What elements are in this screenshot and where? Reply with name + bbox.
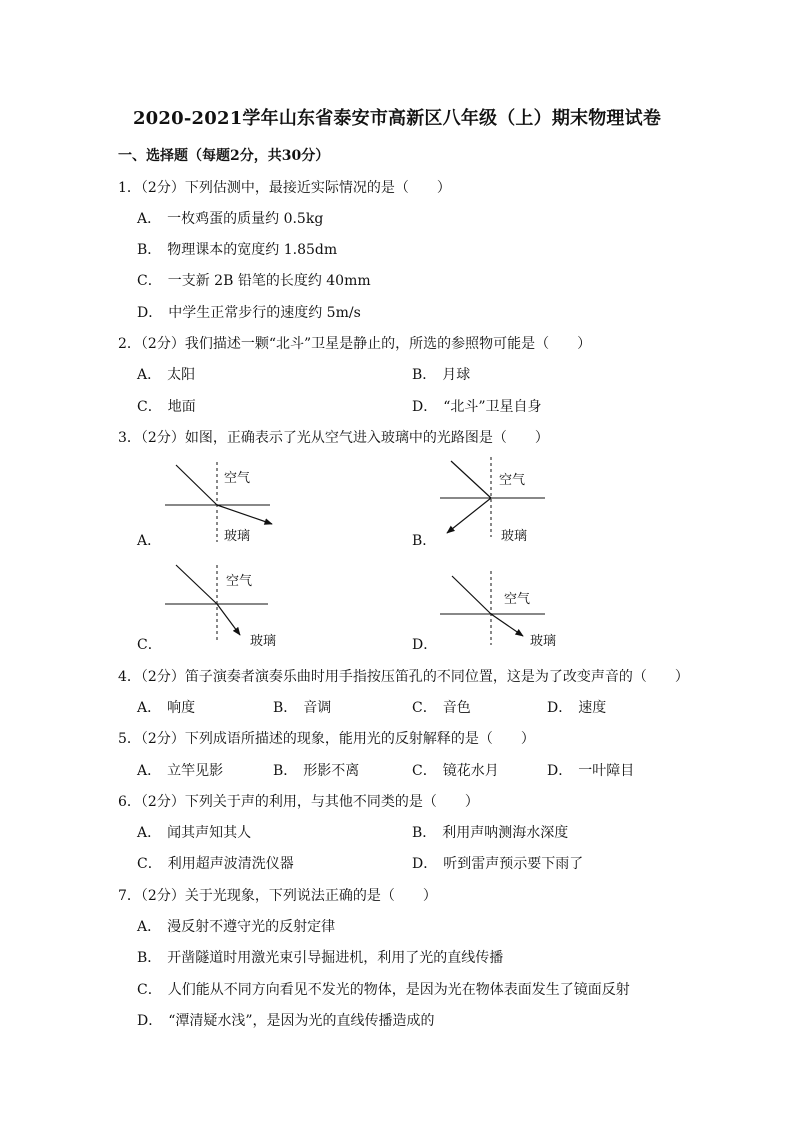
question-number: 1． [118, 180, 141, 196]
q6-option-b [412, 822, 568, 842]
question-number: 7． [118, 888, 141, 904]
question-stem: （2分）我们描述一颗“北斗”卫星是静止的，所选的参照物可能是（ ） [140, 336, 592, 352]
option-text: 一叶障目 [578, 763, 635, 779]
question-6 [118, 791, 479, 811]
option-label: D． [547, 700, 573, 716]
option-label: C． [137, 982, 162, 998]
q5-option-a [137, 760, 223, 780]
option-label: B． [273, 763, 298, 779]
glass-label: 玻璃 [250, 634, 277, 649]
q7-option-b [137, 947, 503, 967]
q5-option-c [412, 760, 499, 780]
option-label: A． [137, 367, 162, 383]
question-number: 4． [118, 669, 141, 685]
question-2 [118, 333, 591, 353]
option-label: B． [137, 242, 162, 258]
option-text: 利用声呐测海水深度 [442, 825, 569, 841]
q6-option-c [137, 853, 294, 873]
question-number: 5． [118, 731, 141, 747]
option-text: “潭清疑水浅”，是因为光的直线传播造成的 [168, 1013, 435, 1029]
question-stem: （2分）下列关于声的利用，与其他不同类的是（ ） [140, 794, 479, 810]
option-label: D． [412, 856, 438, 872]
option-text: 开凿隧道时用激光束引导掘进机，利用了光的直线传播 [167, 950, 504, 966]
question-3 [118, 427, 549, 447]
option-text: “北斗”卫星自身 [443, 399, 542, 415]
question-number: 6． [118, 794, 141, 810]
option-text: 利用超声波清洗仪器 [167, 856, 294, 872]
option-label: A． [137, 700, 162, 716]
option-text: 镜花水月 [442, 763, 499, 779]
air-label: 空气 [224, 471, 251, 486]
question-7 [118, 885, 437, 905]
question-stem: （2分）关于光现象，下列说法正确的是（ ） [140, 888, 437, 904]
question-stem: （2分）下列成语所描述的现象，能用光的反射解释的是（ ） [140, 731, 535, 747]
air-label: 空气 [226, 574, 253, 589]
incident-ray [452, 576, 491, 614]
incident-ray [176, 465, 217, 505]
refracted-ray [217, 604, 240, 635]
q1-option-a [137, 208, 323, 228]
option-text: 闻其声知其人 [167, 825, 252, 841]
option-label: B． [412, 367, 437, 383]
light-path-diagram-c [160, 563, 290, 653]
q6-option-d [412, 853, 583, 873]
q2-option-b [412, 364, 470, 384]
glass-label: 玻璃 [224, 529, 251, 544]
question-4 [118, 666, 689, 686]
q1-option-c [137, 270, 371, 290]
q4-option-c [412, 697, 471, 717]
light-path-diagram-b [435, 455, 555, 545]
option-text: 形影不离 [303, 763, 360, 779]
incident-ray [176, 565, 217, 604]
option-text: 月球 [442, 367, 471, 383]
option-text: 立竿见影 [167, 763, 224, 779]
q5-option-b [273, 760, 359, 780]
q4-option-a [137, 697, 195, 717]
option-label: D． [412, 637, 438, 653]
q2-option-a [137, 364, 195, 384]
q2-option-c [137, 396, 196, 416]
option-text: 物理课本的宽度约 1.85dm [167, 242, 338, 258]
option-label: C． [137, 637, 162, 653]
question-number: 3． [118, 430, 141, 446]
option-label: A． [137, 919, 162, 935]
q4-option-b [273, 697, 331, 717]
option-text: 人们能从不同方向看见不发光的物体，是因为光在物体表面发生了镜面反射 [167, 982, 630, 998]
option-text: 一支新 2B 铅笔的长度约 40mm [167, 273, 371, 289]
glass-label: 玻璃 [530, 634, 557, 649]
page-title: 2020-2021学年山东省泰安市高新区八年级（上）期末物理试卷 [132, 108, 662, 129]
q7-option-a [137, 916, 335, 936]
option-label: A． [137, 211, 162, 227]
option-text: 音色 [442, 700, 471, 716]
option-label: A． [137, 763, 162, 779]
option-label: D． [137, 305, 163, 321]
q6-option-a [137, 822, 251, 842]
light-path-diagram-d [435, 569, 575, 659]
option-text: 中学生正常步行的速度约 5m/s [168, 305, 361, 321]
q7-option-d [137, 1010, 435, 1030]
incident-ray [451, 461, 491, 498]
q1-option-d [137, 302, 361, 322]
question-number: 2． [118, 336, 141, 352]
q2-option-d [412, 396, 542, 416]
option-label: B． [412, 825, 437, 841]
option-text: 一枚鸡蛋的质量约 0.5kg [167, 211, 324, 227]
option-text: 太阳 [167, 367, 196, 383]
option-label: A． [137, 533, 162, 549]
option-text: 听到雷声预示要下雨了 [443, 856, 584, 872]
q4-option-d [547, 697, 606, 717]
question-stem: （2分）笛子演奏者演奏乐曲时用手指按压笛孔的不同位置，这是为了改变声音的（ ） [140, 669, 689, 685]
option-label: D． [547, 763, 573, 779]
air-label: 空气 [499, 473, 526, 488]
refracted-ray [491, 614, 523, 636]
q7-option-c [137, 979, 630, 999]
question-5 [118, 728, 535, 748]
option-label: C． [137, 399, 162, 415]
option-label: B． [273, 700, 298, 716]
option-label: B． [412, 533, 437, 549]
light-path-diagram-a [160, 460, 280, 550]
q1-option-b [137, 239, 337, 259]
option-text: 速度 [578, 700, 607, 716]
option-label: C． [137, 856, 162, 872]
refracted-ray [217, 505, 272, 524]
option-label: C． [137, 273, 162, 289]
section-heading: 一、选择题（每题2分，共30分） [118, 148, 330, 164]
option-label: D． [137, 1013, 163, 1029]
option-label: B． [137, 950, 162, 966]
option-text: 音调 [303, 700, 332, 716]
option-text: 响度 [167, 700, 196, 716]
option-label: C． [412, 763, 437, 779]
option-text: 地面 [167, 399, 196, 415]
option-label: D． [412, 399, 438, 415]
question-1 [118, 177, 451, 197]
question-stem: （2分）如图，正确表示了光从空气进入玻璃中的光路图是（ ） [140, 430, 549, 446]
option-text: 漫反射不遵守光的反射定律 [167, 919, 336, 935]
option-label: C． [412, 700, 437, 716]
refracted-ray [447, 498, 491, 533]
option-label: A． [137, 825, 162, 841]
q5-option-d [547, 760, 634, 780]
question-stem: （2分）下列估测中，最接近实际情况的是（ ） [140, 180, 451, 196]
glass-label: 玻璃 [501, 529, 528, 544]
air-label: 空气 [504, 592, 531, 607]
